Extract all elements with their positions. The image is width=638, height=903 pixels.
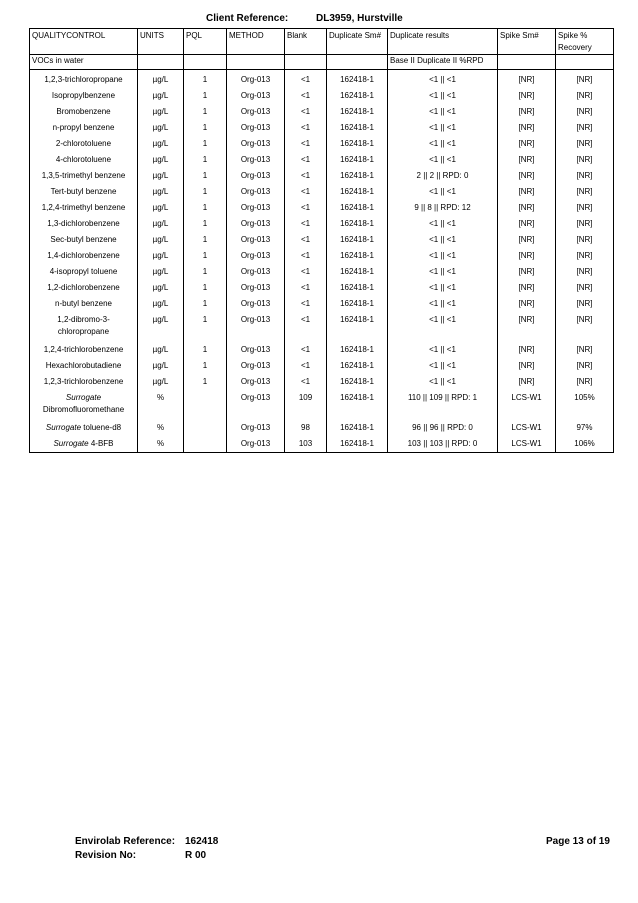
blank-cell: <1: [285, 232, 327, 248]
blank-cell: <1: [285, 200, 327, 216]
table-row: [30, 248, 614, 264]
duplicate-results-cell: <1 || <1: [388, 104, 498, 120]
units-cell: µg/L: [138, 280, 184, 296]
pql-cell: 1: [184, 358, 227, 374]
spike-recovery-cell: [NR]: [556, 200, 614, 216]
analyte-cell: 1,3,5-trimethyl benzene: [30, 168, 138, 184]
spike-recovery-cell: [NR]: [556, 342, 614, 358]
envirolab-reference-value: 162418: [185, 836, 219, 847]
duplicate-results-cell: <1 || <1: [388, 152, 498, 168]
pql-cell: 1: [184, 184, 227, 200]
table-row: [30, 88, 614, 104]
method-cell: Org-013: [227, 152, 285, 168]
col-method: METHOD: [227, 29, 285, 55]
duplicate-sm-cell: 162418-1: [327, 248, 388, 264]
pql-cell: 1: [184, 200, 227, 216]
spike-sm-cell: [NR]: [498, 120, 556, 136]
surrogate-name: 4-BFB: [90, 439, 114, 448]
duplicate-sm-cell: 162418-1: [327, 216, 388, 232]
table-row: [30, 232, 614, 248]
spike-sm-cell: [NR]: [498, 280, 556, 296]
units-cell: µg/L: [138, 70, 184, 89]
spike-sm-cell: [NR]: [498, 232, 556, 248]
duplicate-results-cell: <1 || <1: [388, 312, 498, 342]
duplicate-results-cell: <1 || <1: [388, 248, 498, 264]
analyte-cell: 1,2,4-trichlorobenzene: [30, 342, 138, 358]
duplicate-sm-cell: 162418-1: [327, 168, 388, 184]
method-cell: Org-013: [227, 264, 285, 280]
analyte-cell: [30, 420, 138, 436]
pql-cell: 1: [184, 216, 227, 232]
pql-cell: 1: [184, 152, 227, 168]
duplicate-results-cell: <1 || <1: [388, 342, 498, 358]
units-cell: µg/L: [138, 312, 184, 342]
spike-recovery-cell: 106%: [556, 436, 614, 453]
spike-recovery-cell: [NR]: [556, 280, 614, 296]
analyte-cell: [30, 436, 138, 453]
spike-sm-cell: [NR]: [498, 264, 556, 280]
spike-sm-cell: [NR]: [498, 312, 556, 342]
table-row: [30, 216, 614, 232]
analyte-cell: Tert-butyl benzene: [30, 184, 138, 200]
duplicate-sm-cell: 162418-1: [327, 280, 388, 296]
spike-sm-cell: LCS-W1: [498, 390, 556, 420]
duplicate-results-cell: 103 || 103 || RPD: 0: [388, 436, 498, 453]
spike-sm-cell: LCS-W1: [498, 420, 556, 436]
surrogate-name: toluene-d8: [83, 423, 122, 432]
blank-cell: <1: [285, 280, 327, 296]
duplicate-results-cell: <1 || <1: [388, 120, 498, 136]
pql-cell: [184, 390, 227, 420]
method-cell: Org-013: [227, 296, 285, 312]
blank-cell: <1: [285, 312, 327, 342]
units-cell: µg/L: [138, 136, 184, 152]
analyte-cell: Sec-butyl benzene: [30, 232, 138, 248]
col-spike-sm: Spike Sm#: [498, 29, 556, 55]
duplicate-sm-cell: 162418-1: [327, 232, 388, 248]
surrogate-row: [30, 436, 614, 453]
duplicate-sm-cell: 162418-1: [327, 104, 388, 120]
duplicate-results-cell: <1 || <1: [388, 264, 498, 280]
col-duplicate-results-sub: Base II Duplicate II %RPD: [388, 55, 498, 70]
method-cell: Org-013: [227, 248, 285, 264]
duplicate-sm-cell: 162418-1: [327, 136, 388, 152]
spike-sm-cell: [NR]: [498, 296, 556, 312]
analyte-cell: 4-chlorotoluene: [30, 152, 138, 168]
spike-recovery-cell: [NR]: [556, 216, 614, 232]
analyte-cell: 1,4-dichlorobenzene: [30, 248, 138, 264]
spike-sm-cell: [NR]: [498, 358, 556, 374]
method-cell: Org-013: [227, 280, 285, 296]
col-duplicate-results: Duplicate results: [388, 29, 498, 55]
spike-sm-cell: [NR]: [498, 88, 556, 104]
blank-cell: <1: [285, 120, 327, 136]
client-reference-value: DL3959, Hurstville: [316, 13, 403, 24]
table-row: [30, 264, 614, 280]
spike-sm-cell: [NR]: [498, 216, 556, 232]
blank-cell: 109: [285, 390, 327, 420]
duplicate-results-cell: <1 || <1: [388, 184, 498, 200]
spike-recovery-cell: 105%: [556, 390, 614, 420]
duplicate-sm-cell: 162418-1: [327, 390, 388, 420]
units-cell: %: [138, 420, 184, 436]
duplicate-results-cell: 110 || 109 || RPD: 1: [388, 390, 498, 420]
pql-cell: 1: [184, 296, 227, 312]
analyte-cell: 1,3-dichlorobenzene: [30, 216, 138, 232]
spike-sm-cell: [NR]: [498, 184, 556, 200]
surrogate-name: Dibromofluoromethane: [42, 405, 125, 414]
pql-cell: 1: [184, 312, 227, 342]
blank-cell: <1: [285, 374, 327, 390]
duplicate-results-cell: <1 || <1: [388, 296, 498, 312]
spike-recovery-cell: [NR]: [556, 120, 614, 136]
revision-value: R 00: [185, 850, 207, 861]
spike-recovery-cell: [NR]: [556, 184, 614, 200]
method-cell: Org-013: [227, 104, 285, 120]
pql-cell: 1: [184, 232, 227, 248]
spike-sm-cell: [NR]: [498, 248, 556, 264]
spike-recovery-cell: [NR]: [556, 168, 614, 184]
pql-cell: 1: [184, 120, 227, 136]
blank-cell: <1: [285, 70, 327, 89]
method-cell: Org-013: [227, 312, 285, 342]
duplicate-sm-cell: 162418-1: [327, 420, 388, 436]
method-cell: Org-013: [227, 216, 285, 232]
duplicate-sm-cell: 162418-1: [327, 374, 388, 390]
units-cell: µg/L: [138, 358, 184, 374]
method-cell: Org-013: [227, 232, 285, 248]
spike-sm-cell: [NR]: [498, 374, 556, 390]
table-row: [30, 358, 614, 374]
pql-cell: 1: [184, 70, 227, 89]
spike-recovery-cell: 97%: [556, 420, 614, 436]
analyte-cell: Bromobenzene: [30, 104, 138, 120]
table-row: [30, 374, 614, 390]
spike-recovery-cell: [NR]: [556, 70, 614, 89]
units-cell: µg/L: [138, 200, 184, 216]
pql-cell: [184, 436, 227, 453]
pql-cell: 1: [184, 88, 227, 104]
pql-cell: [184, 420, 227, 436]
analyte-cell: [30, 390, 138, 420]
units-cell: µg/L: [138, 104, 184, 120]
blank-cell: <1: [285, 264, 327, 280]
blank-cell: <1: [285, 216, 327, 232]
spike-recovery-cell: [NR]: [556, 296, 614, 312]
duplicate-sm-cell: 162418-1: [327, 120, 388, 136]
method-cell: Org-013: [227, 120, 285, 136]
spike-sm-cell: [NR]: [498, 200, 556, 216]
surrogate-prefix: Surrogate: [53, 439, 89, 448]
blank-cell: <1: [285, 152, 327, 168]
spike-recovery-cell: [NR]: [556, 232, 614, 248]
duplicate-results-cell: <1 || <1: [388, 136, 498, 152]
analyte-cell: n-propyl benzene: [30, 120, 138, 136]
analyte-cell: 2-chlorotoluene: [30, 136, 138, 152]
duplicate-sm-cell: 162418-1: [327, 264, 388, 280]
pql-cell: 1: [184, 374, 227, 390]
units-cell: µg/L: [138, 152, 184, 168]
spike-recovery-cell: [NR]: [556, 312, 614, 342]
table-row: [30, 184, 614, 200]
analyte-cell: 4-isopropyl toluene: [30, 264, 138, 280]
method-cell: Org-013: [227, 200, 285, 216]
spike-recovery-cell: [NR]: [556, 358, 614, 374]
col-duplicate-sm: Duplicate Sm#: [327, 29, 388, 55]
pql-cell: 1: [184, 264, 227, 280]
units-cell: µg/L: [138, 374, 184, 390]
method-cell: Org-013: [227, 374, 285, 390]
client-reference-label: Client Reference:: [206, 13, 289, 24]
quality-control-table: [29, 28, 614, 453]
spike-recovery-cell: [NR]: [556, 152, 614, 168]
duplicate-sm-cell: 162418-1: [327, 436, 388, 453]
method-cell: Org-013: [227, 390, 285, 420]
table-row: [30, 120, 614, 136]
pql-cell: 1: [184, 342, 227, 358]
spike-sm-cell: [NR]: [498, 104, 556, 120]
blank-cell: <1: [285, 168, 327, 184]
blank-cell: <1: [285, 296, 327, 312]
units-cell: µg/L: [138, 342, 184, 358]
envirolab-reference-label: Envirolab Reference:: [75, 836, 176, 847]
duplicate-sm-cell: 162418-1: [327, 200, 388, 216]
spike-recovery-cell: [NR]: [556, 136, 614, 152]
blank-cell: <1: [285, 136, 327, 152]
duplicate-sm-cell: 162418-1: [327, 342, 388, 358]
method-cell: Org-013: [227, 358, 285, 374]
duplicate-results-cell: <1 || <1: [388, 70, 498, 89]
spike-sm-cell: [NR]: [498, 152, 556, 168]
units-cell: µg/L: [138, 88, 184, 104]
duplicate-sm-cell: 162418-1: [327, 184, 388, 200]
spike-recovery-cell: [NR]: [556, 264, 614, 280]
method-cell: Org-013: [227, 436, 285, 453]
table-row: [30, 342, 614, 358]
duplicate-results-cell: 96 || 96 || RPD: 0: [388, 420, 498, 436]
spike-recovery-cell: [NR]: [556, 374, 614, 390]
surrogate-prefix: Surrogate: [65, 393, 102, 402]
blank-cell: <1: [285, 248, 327, 264]
table-row: [30, 136, 614, 152]
blank-cell: 103: [285, 436, 327, 453]
duplicate-sm-cell: 162418-1: [327, 296, 388, 312]
pql-cell: 1: [184, 168, 227, 184]
units-cell: µg/L: [138, 264, 184, 280]
duplicate-results-cell: <1 || <1: [388, 358, 498, 374]
analyte-cell: 1,2-dibromo-3-chloropropane: [30, 312, 138, 342]
col-spike-recovery: Spike % Recovery: [556, 29, 614, 55]
method-cell: Org-013: [227, 70, 285, 89]
revision-label: Revision No:: [75, 850, 137, 861]
pql-cell: 1: [184, 136, 227, 152]
col-pql: PQL: [184, 29, 227, 55]
surrogate-row: [30, 390, 614, 420]
blank-cell: 98: [285, 420, 327, 436]
blank-cell: <1: [285, 184, 327, 200]
spike-sm-cell: [NR]: [498, 136, 556, 152]
units-cell: µg/L: [138, 184, 184, 200]
duplicate-results-cell: 9 || 8 || RPD: 12: [388, 200, 498, 216]
method-cell: Org-013: [227, 420, 285, 436]
table-row: [30, 296, 614, 312]
duplicate-sm-cell: 162418-1: [327, 152, 388, 168]
method-cell: Org-013: [227, 342, 285, 358]
blank-cell: <1: [285, 358, 327, 374]
analyte-cell: 1,2,4-trimethyl benzene: [30, 200, 138, 216]
units-cell: µg/L: [138, 232, 184, 248]
duplicate-results-cell: 2 || 2 || RPD: 0: [388, 168, 498, 184]
surrogate-row: [30, 420, 614, 436]
pql-cell: 1: [184, 104, 227, 120]
method-cell: Org-013: [227, 88, 285, 104]
spike-recovery-cell: [NR]: [556, 88, 614, 104]
page-number: Page 13 of 19: [546, 836, 610, 847]
spike-recovery-cell: [NR]: [556, 248, 614, 264]
method-cell: Org-013: [227, 184, 285, 200]
units-cell: %: [138, 436, 184, 453]
blank-cell: <1: [285, 104, 327, 120]
duplicate-results-cell: <1 || <1: [388, 216, 498, 232]
units-cell: µg/L: [138, 120, 184, 136]
duplicate-sm-cell: 162418-1: [327, 358, 388, 374]
surrogate-prefix: Surrogate: [45, 423, 82, 432]
spike-sm-cell: [NR]: [498, 70, 556, 89]
duplicate-results-cell: <1 || <1: [388, 232, 498, 248]
spike-recovery-cell: [NR]: [556, 104, 614, 120]
blank-cell: <1: [285, 88, 327, 104]
table-row: [30, 152, 614, 168]
duplicate-results-cell: <1 || <1: [388, 280, 498, 296]
method-cell: Org-013: [227, 168, 285, 184]
units-cell: µg/L: [138, 248, 184, 264]
table-row: [30, 280, 614, 296]
duplicate-sm-cell: 162418-1: [327, 312, 388, 342]
table-row: [30, 312, 614, 342]
pql-cell: 1: [184, 280, 227, 296]
units-cell: %: [138, 390, 184, 420]
spike-sm-cell: [NR]: [498, 168, 556, 184]
units-cell: µg/L: [138, 168, 184, 184]
table-row: [30, 200, 614, 216]
method-cell: Org-013: [227, 136, 285, 152]
analyte-cell: n-butyl benzene: [30, 296, 138, 312]
analyte-cell: 1,2,3-trichloropropane: [30, 70, 138, 89]
table-row: [30, 70, 614, 89]
table-row: [30, 104, 614, 120]
pql-cell: 1: [184, 248, 227, 264]
spike-sm-cell: [NR]: [498, 342, 556, 358]
duplicate-sm-cell: 162418-1: [327, 70, 388, 89]
analyte-cell: 1,2-dichlorobenzene: [30, 280, 138, 296]
col-units: UNITS: [138, 29, 184, 55]
duplicate-sm-cell: 162418-1: [327, 88, 388, 104]
analyte-cell: Isopropylbenzene: [30, 88, 138, 104]
col-blank: Blank: [285, 29, 327, 55]
table-row: [30, 168, 614, 184]
analyte-cell: 1,2,3-trichlorobenzene: [30, 374, 138, 390]
analyte-cell: Hexachlorobutadiene: [30, 358, 138, 374]
units-cell: µg/L: [138, 216, 184, 232]
blank-cell: <1: [285, 342, 327, 358]
spike-sm-cell: LCS-W1: [498, 436, 556, 453]
duplicate-results-cell: <1 || <1: [388, 374, 498, 390]
col-quality-control: QUALITYCONTROL: [30, 29, 138, 55]
col-vocs-in-water: VOCs in water: [30, 55, 138, 70]
units-cell: µg/L: [138, 296, 184, 312]
duplicate-results-cell: <1 || <1: [388, 88, 498, 104]
